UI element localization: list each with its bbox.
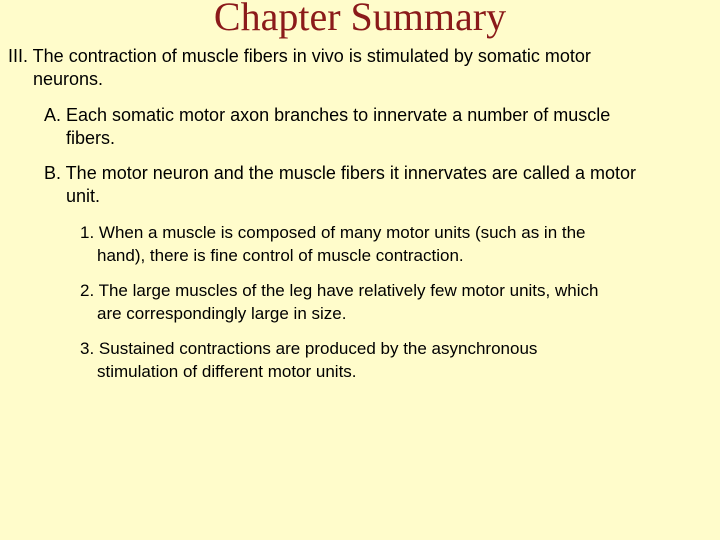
outline-item-iii-line-1: III. The contraction of muscle fibers in vivo is stimulated by somatic motor xyxy=(8,46,591,66)
outline-item-b2 xyxy=(80,279,598,325)
outline-item-b3 xyxy=(80,337,537,383)
outline-item-a-line-1: A. Each somatic motor axon branches to innervate a number of muscle xyxy=(44,105,611,125)
outline-item-b1-line-1: 1. When a muscle is composed of many motor units (such as in the xyxy=(80,223,586,242)
outline-item-a-line-2: fibers. xyxy=(66,128,116,148)
outline-item-b3-line-1: 3. Sustained contractions are produced by the asynchronous xyxy=(80,339,538,358)
outline-item-b2-line-2: are correspondingly large in size. xyxy=(97,304,347,323)
outline-item-iii-line-2: neurons. xyxy=(33,69,104,89)
outline-item-b-line-1: B. The motor neuron and the muscle fibers it innervates are called a motor xyxy=(44,163,636,183)
outline-item-b-line-2: unit. xyxy=(66,186,101,206)
outline-item-iii xyxy=(8,45,591,91)
outline-item-b2-line-1: 2. The large muscles of the leg have relatively few motor units, which xyxy=(80,281,599,300)
outline-item-b xyxy=(44,162,636,208)
outline-item-b1-line-2: hand), there is fine control of muscle contraction. xyxy=(97,246,464,265)
outline-item-b3-line-2: stimulation of different motor units. xyxy=(97,362,357,381)
slide-title: Chapter Summary xyxy=(213,0,507,39)
outline-item-b1 xyxy=(80,221,586,267)
outline-item-a xyxy=(44,104,610,150)
